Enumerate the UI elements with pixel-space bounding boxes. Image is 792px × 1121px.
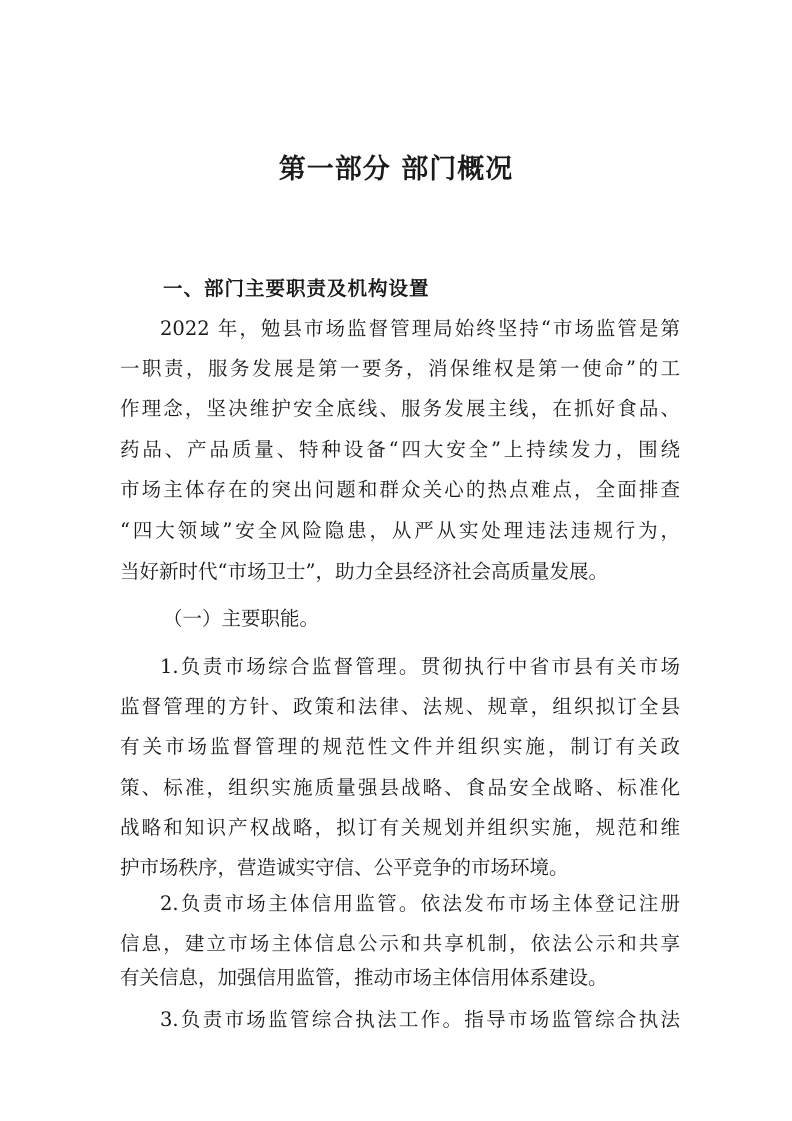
item3-line: 3.负责市场监管综合执法工作。指导市场监管综合执法 [160, 1008, 680, 1031]
item1-line: 有关市场监督管理的规范性文件并组织实施，制订有关政 [120, 735, 680, 758]
intro-line: 药品、产品质量、特种设备“四大安全”上持续发力，围绕 [120, 438, 680, 461]
intro-line: 作理念，坚决维护安全底线、服务发展主线，在抓好食品、 [120, 397, 680, 420]
section-heading: 一、部门主要职责及机构设置 [163, 277, 430, 300]
item2-line: 2.负责市场主体信用监管。依法发布市场主体登记注册 [160, 892, 680, 915]
item1-line: 战略和知识产权战略，拟订有关规划并组织实施，规范和维 [120, 816, 680, 839]
intro-line: 一职责，服务发展是第一要务，消保维权是第一使命”的工 [120, 357, 680, 380]
page-title: 第一部分 部门概况 [278, 154, 514, 185]
item1-line: 1.负责市场综合监督管理。贯彻执行中省市县有关市场 [160, 655, 680, 678]
item2-line: 有关信息，加强信用监管，推动市场主体信用体系建设。 [120, 966, 608, 989]
subheading-main-functions: （一）主要职能。 [163, 607, 320, 630]
intro-line: “四大领域”安全风险隐患，从严从实处理违法违规行为， [120, 519, 680, 542]
item1-line: 策、标准，组织实施质量强县战略、食品安全战略、标准化 [120, 776, 680, 799]
intro-line: 当好新时代“市场卫士”，助力全县经济社会高质量发展。 [120, 560, 608, 583]
intro-line: 2022 年，勉县市场监督管理局始终坚持“市场监管是第 [160, 317, 680, 340]
item1-line: 监督管理的方针、政策和法律、法规、规章，组织拟订全县 [120, 695, 680, 718]
item1-line: 护市场秩序，营造诚实守信、公平竞争的市场环境。 [120, 856, 569, 879]
intro-line: 市场主体存在的突出问题和群众关心的热点难点，全面排查 [120, 478, 680, 501]
item2-line: 信息，建立市场主体信息公示和共享机制，依法公示和共享 [120, 932, 680, 955]
